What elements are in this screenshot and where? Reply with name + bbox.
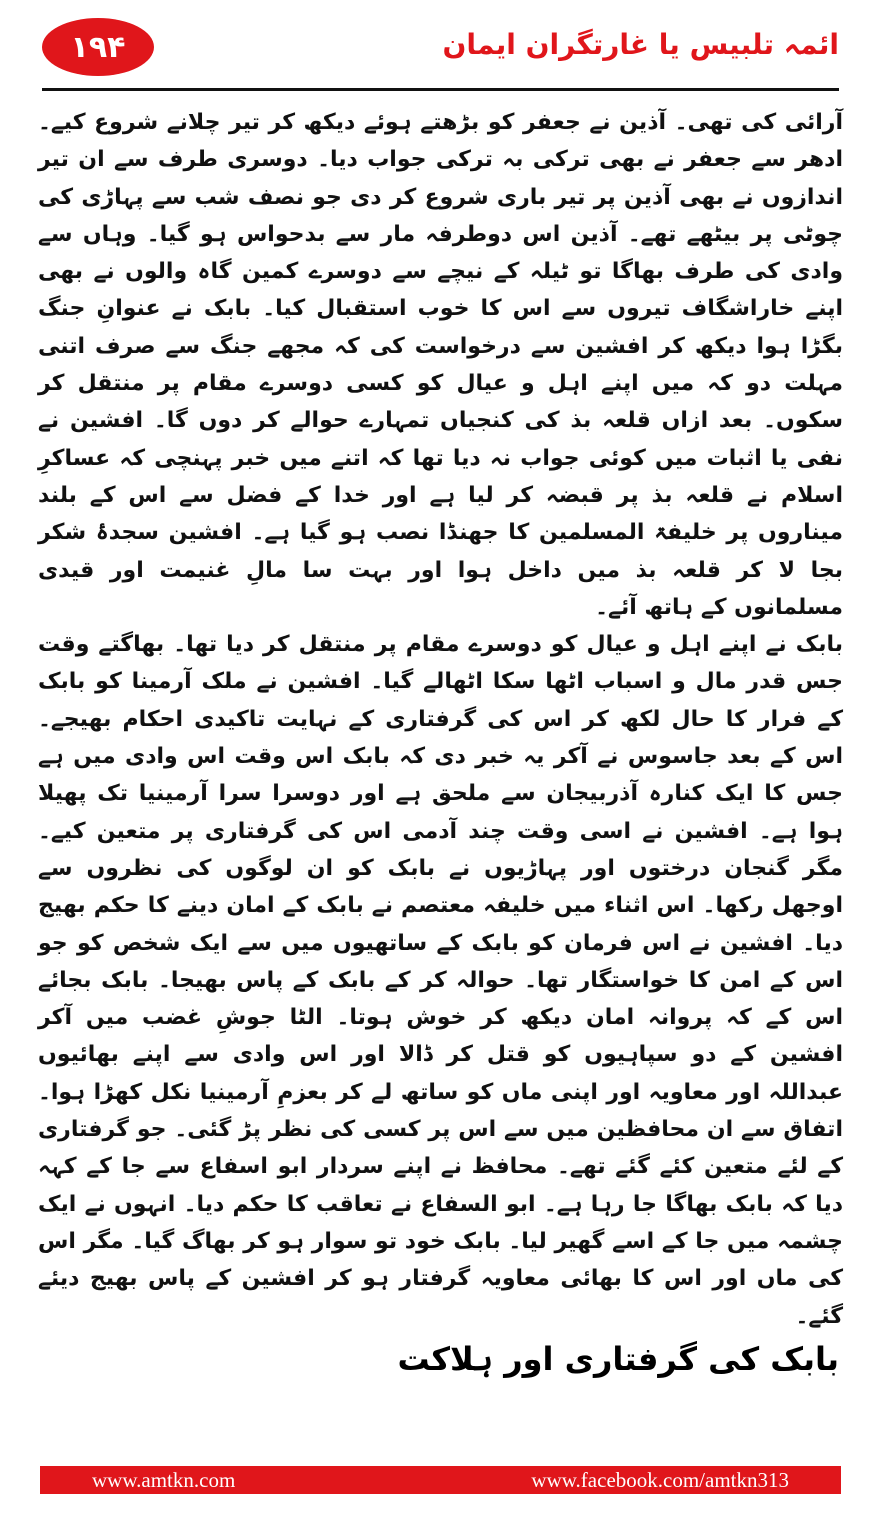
footer-facebook-link[interactable]: www.facebook.com/amtkn313 <box>531 1467 789 1492</box>
page-number-badge <box>42 18 154 76</box>
paragraph: بابک نے اپنے اہل و عیال کو دوسرے مقام پر منتقل کر دیا تھا۔ بھاگتے وقت جس قدر مال و اسباب اٹھا سکا اٹھالے گیا۔ افشین نے ملک آرمینا کو بابک کے فرار کا حال لکھ کر اس کی گرفتاری کے نہایت تاکیدی احکام بھیجے۔ اس کے بعد جاسوس نے آکر یہ خبر دی کہ بابک اس وقت اس وادی میں ہے جس کا ایک کنارہ آذربیجان سے ملحق ہے اور دوسرا سرا آرمینیا تک پھیلا ہوا ہے۔ افشین نے اسی وقت چند آدمی اس کی گرفتاری پر متعین کیے۔ مگر گنجان درختوں اور پہاڑیوں نے بابک کو ان لوگوں کی نظروں سے اوجھل رکھا۔ اس اثناء میں خلیفہ معتصم نے بابک کے امان دینے کا حکم بھیج دیا۔ افشین نے اس فرمان کو بابک کے ساتھیوں میں سے ایک شخص کو جو اس کے امن کا خواستگار تھا۔ حوالہ کر کے بابک کے پاس بھیجا۔ بابک بجائے اس کے کہ پروانہ امان دیکھ کر خوش ہوتا۔ الٹا جوشِ غضب میں آکر افشین کے دو سپاہیوں کو قتل کر ڈالا اور اس وادی سے اپنے بھائیوں عبداللہ اور معاویہ اور اپنی ماں کو ساتھ لے کر بعزمِ آرمینیا نکل کھڑا ہوا۔ اتفاق سے ان محافظین میں سے اس پر کسی کی نظر پڑ گئی۔ جو گرفتاری کے لئے متعین کئے گئے تھے۔ محافظ نے اپنے سردار ابو اسفاع سے جا کے کہہ دیا کہ بابک بھاگا جا رہا ہے۔ ابو السفاع نے تعاقب کا حکم دیا۔ انہوں نے ایک چشمہ میں جا کے اسے گھیر لیا۔ بابک خود تو سوار ہو کر بھاگ گیا۔ مگر اس کی ماں اور اس کا بھائی معاویہ گرفتار ہو کر افشین کے پاس بھیج دیئے گئے۔ <box>38 632 843 1329</box>
paragraph: آرائی کی تھی۔ آذین نے جعفر کو بڑھتے ہوئے دیکھ کر تیر چلانے شروع کیے۔ ادھر سے جعفر نے بھی ترکی بہ ترکی جواب دیا۔ دوسری طرف سے ان تیر اندازوں نے بھی آذین پر تیر باری شروع کر دی جو نصف شب سے پہاڑی کی چوٹی پر بیٹھے تھے۔ آذین اس دوطرفہ مار سے بدحواس ہو گیا۔ وہاں سے وادی کی طرف بھاگا تو ٹیلہ کے نیچے سے دوسرے کمین گاہ والوں نے بھی اپنے خاراشگاف تیروں سے اس کا خوب استقبال کیا۔ بابک نے عنوانِ جنگ بگڑا ہوا دیکھ کر افشین سے درخواست کی کہ مجھے جنگ سے صرف اتنی مہلت دو کہ میں اپنے اہل و عیال کو کسی دوسرے مقام پر منتقل کر سکوں۔ بعد ازاں قلعہ بذ کی کنجیاں تمہارے حوالے کر دوں گا۔ افشین نے نفی یا اثبات میں کوئی جواب نہ دیا تھا کہ اتنے میں خبر پہنچی کہ عساکرِ اسلام نے قلعہ بذ پر قبضہ کر لیا ہے اور خدا کے فضل سے اس کے بلند میناروں پر خلیفۃ المسلمین کا جھنڈا نصب ہو گیا ہے۔ افشین سجدۂ شکر بجا لا کر قلعہ بذ میں داخل ہوا اور بہت سا مالِ غنیمت اور قیدی مسلمانوں کے ہاتھ آئے۔ <box>38 110 843 620</box>
article-body <box>38 104 843 1335</box>
page-number: ۱۹۴ <box>70 29 126 65</box>
footer-website-link[interactable]: www.amtkn.com <box>92 1467 236 1492</box>
section-heading: بابک کی گرفتاری اور ہلاکت <box>397 1340 839 1378</box>
footer-bar <box>40 1466 841 1494</box>
header-divider <box>42 88 839 91</box>
book-title: ائمہ تلبیس یا غارتگران ایمان <box>442 28 839 61</box>
